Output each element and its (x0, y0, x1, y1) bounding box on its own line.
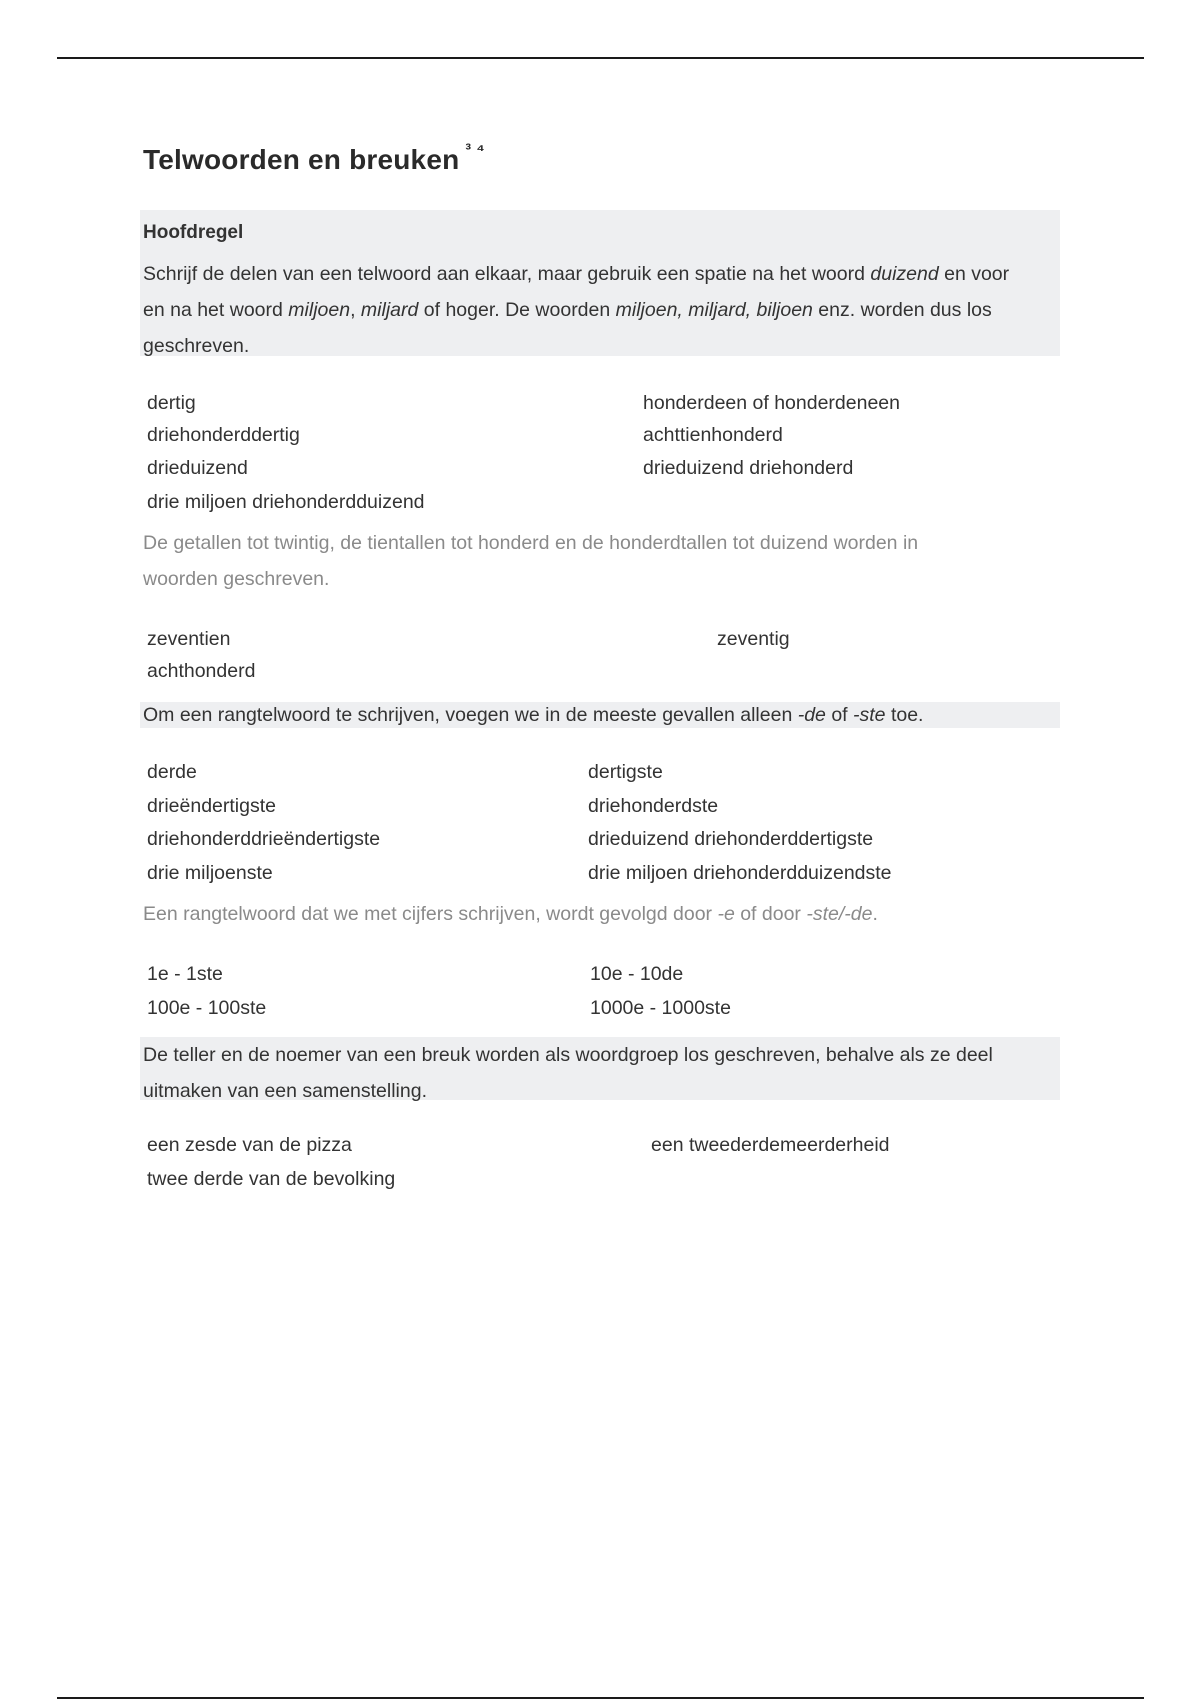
example-item: drieduizend (147, 457, 248, 479)
example-item: driehonderddrieëndertigste (147, 828, 381, 850)
example-item: drie miljoen driehonderdduizend (147, 491, 425, 513)
example-item: driehonderddertig (147, 424, 300, 446)
example-item: twee derde van de bevolking (147, 1168, 396, 1190)
example-item: 1000e - 1000ste (590, 997, 731, 1019)
title-superscript: ³ ⁴ (465, 140, 485, 159)
example-item: dertigste (588, 761, 663, 783)
header-rule (57, 57, 1144, 59)
main-rule-line-3: geschreven. (143, 335, 250, 357)
example-item: dertig (147, 392, 196, 414)
page-title (143, 140, 485, 176)
example-item: drie miljoenste (147, 862, 273, 884)
example-item: derde (147, 761, 197, 783)
example-item: een tweederdemeerderheid (651, 1134, 890, 1156)
title-text: Telwoorden en breuken (143, 144, 460, 175)
example-item: 10e - 10de (590, 963, 684, 985)
example-item: een zesde van de pizza (147, 1134, 352, 1156)
example-item: zeventien (147, 628, 231, 650)
ordinal-rule-text: Om een rangtelwoord te schrijven, voegen we in de meeste gevallen alleen -de of -ste toe. (143, 704, 924, 726)
example-item: driehonderdste (588, 795, 719, 817)
note-ordinal-digits: Een rangtelwoord dat we met cijfers schrijven, wordt gevolgd door -e of door -ste/-de. (143, 903, 878, 925)
main-rule-line-1: Schrijf de delen van een telwoord aan elkaar, maar gebruik een spatie na het woord duizend en voor (143, 263, 1010, 285)
example-item: zeventig (717, 628, 790, 650)
note-numbers-in-words: De getallen tot twintig, de tientallen tot honderd en de honderdtallen tot duizend worden in woorden geschreven. (143, 532, 919, 590)
footer-rule (57, 1697, 1144, 1699)
fraction-rule-box (140, 1037, 1060, 1100)
example-item: 100e - 100ste (147, 997, 267, 1019)
example-item: drie miljoen driehonderdduizendste (588, 862, 892, 884)
main-rule-heading: Hoofdregel (143, 222, 244, 243)
example-item: 1e - 1ste (147, 963, 223, 985)
main-rule-box (140, 210, 1060, 356)
example-item: drieduizend driehonderd (643, 457, 854, 479)
main-rule-line-2: en na het woord miljoen, miljard of hoger. De woorden miljoen, miljard, biljoen enz. worden dus los (143, 299, 992, 321)
example-item: drieëndertigste (147, 795, 276, 817)
fraction-rule-line-2: uitmaken van een samenstelling. (143, 1080, 427, 1102)
example-item: honderdeen of honderdeneen (643, 392, 900, 414)
example-item: achttienhonderd (643, 424, 783, 446)
example-item: drieduizend driehonderddertigste (588, 828, 874, 850)
ordinal-rule-box (140, 702, 1060, 728)
example-item: achthonderd (147, 660, 256, 682)
fraction-rule-line-1: De teller en de noemer van een breuk worden als woordgroep los geschreven, behalve als ze deel (143, 1044, 993, 1066)
